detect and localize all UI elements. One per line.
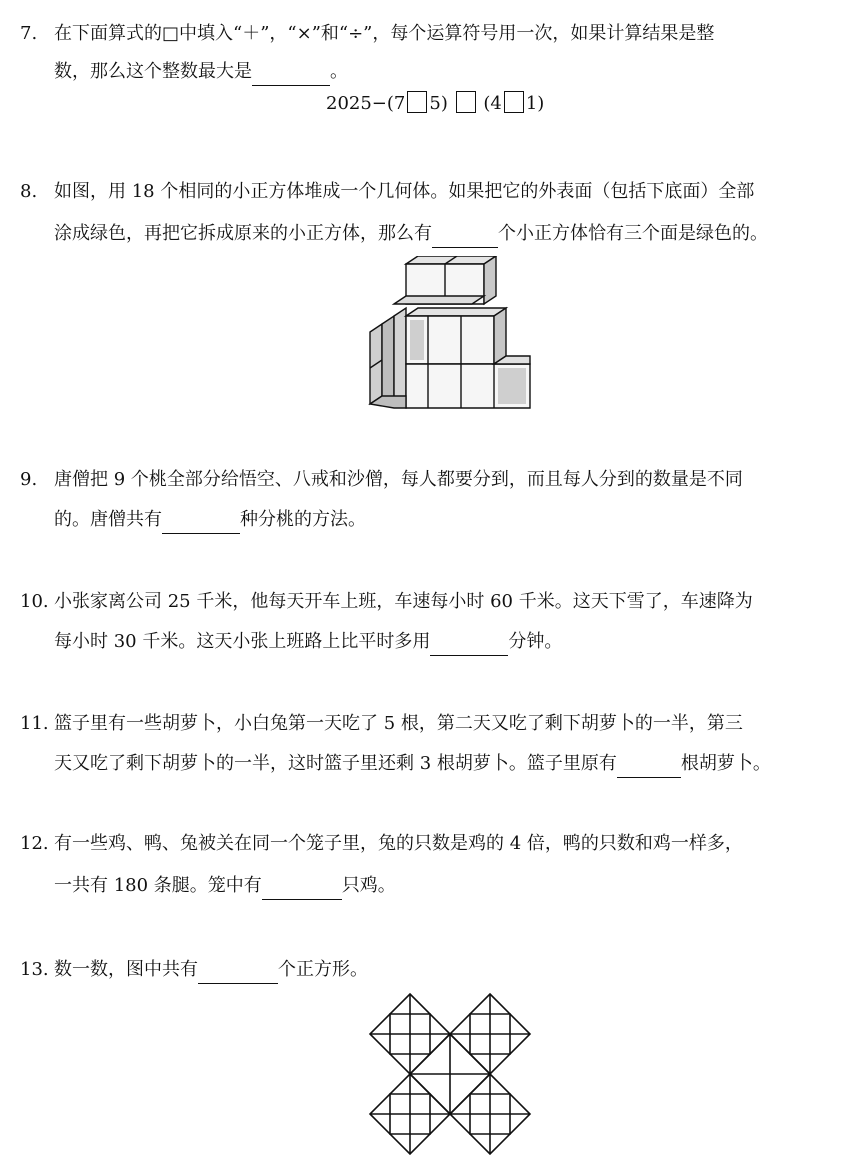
q7-operator-box-1[interactable] xyxy=(407,91,427,113)
cube-stack-figure xyxy=(366,256,536,412)
q10-line-2 xyxy=(20,628,562,656)
q9-line-2 xyxy=(20,506,366,534)
q12-answer-blank[interactable] xyxy=(262,879,342,900)
q9-answer-blank[interactable] xyxy=(162,513,240,534)
q9-text-1: 唐僧把 9 个桃全部分给悟空、八戒和沙僧，每人都要分到，而且每人分到的数量是不同 xyxy=(54,469,743,490)
q7-line-1 xyxy=(20,20,714,48)
q8-line-1 xyxy=(20,178,754,206)
q7-number: 7. xyxy=(20,23,38,44)
q9-line-1 xyxy=(20,466,743,494)
q7-eq-part-c: (4 xyxy=(483,93,502,114)
q7-operator-box-2[interactable] xyxy=(456,91,476,113)
q7-eq-part-d: 1) xyxy=(525,93,545,114)
q7-eq-part-b: 5) xyxy=(429,93,448,114)
q9-text-2-end: 种分桃的方法。 xyxy=(240,509,366,530)
q8-number: 8. xyxy=(20,181,38,202)
q11-line-2 xyxy=(20,750,771,778)
q7-eq-part-a: 2025−(7 xyxy=(326,93,406,114)
q8-text-2-end: 个小正方体恰有三个面是绿色的。 xyxy=(498,223,768,244)
q11-text-2-end: 根胡萝卜。 xyxy=(680,753,771,774)
q11-number: 11. xyxy=(20,713,49,734)
q8-text-1: 如图，用 18 个相同的小正方体堆成一个几何体。如果把它的外表面（包括下底面）全部 xyxy=(54,181,755,202)
q13-line-1 xyxy=(20,956,368,984)
q12-text-2: 一共有 180 条腿。笼中有 xyxy=(54,875,262,896)
q7-line-2 xyxy=(20,58,348,86)
q7-answer-blank[interactable] xyxy=(252,65,330,86)
q9-text-2: 的。唐僧共有 xyxy=(54,509,162,530)
square-count-figure xyxy=(368,992,532,1156)
q12-line-2 xyxy=(20,872,396,900)
q9-number: 9. xyxy=(20,469,38,490)
q13-text-1: 数一数，图中共有 xyxy=(54,959,198,980)
q11-text-1: 篮子里有一些胡萝卜，小白兔第一天吃了 5 根，第二天又吃了剩下胡萝卜的一半，第三 xyxy=(54,713,743,734)
q10-text-2-end: 分钟。 xyxy=(508,631,563,652)
q10-answer-blank[interactable] xyxy=(430,635,508,656)
q7-text-2-end: 。 xyxy=(330,61,348,82)
q10-text-2: 每小时 30 千米。这天小张上班路上比平时多用 xyxy=(54,631,431,652)
q7-operator-box-3[interactable] xyxy=(504,91,524,113)
q12-text-2-end: 只鸡。 xyxy=(341,875,396,896)
q7-equation xyxy=(326,90,544,118)
q13-text-1-end: 个正方形。 xyxy=(278,959,368,980)
q8-text-2: 涂成绿色，再把它拆成原来的小正方体，那么有 xyxy=(54,223,432,244)
q11-line-1 xyxy=(20,710,743,738)
q7-text-2: 数，那么这个整数最大是 xyxy=(54,61,252,82)
q10-line-1 xyxy=(20,588,753,616)
q12-number: 12. xyxy=(20,833,49,854)
q11-text-2: 天又吃了剩下胡萝卜的一半，这时篮子里还剩 3 根胡萝卜。篮子里原有 xyxy=(54,753,617,774)
q12-text-1: 有一些鸡、鸭、兔被关在同一个笼子里，兔的只数是鸡的 4 倍，鸭的只数和鸡一样多， xyxy=(54,833,743,854)
q12-line-1 xyxy=(20,830,743,858)
q10-number: 10. xyxy=(20,591,49,612)
q11-answer-blank[interactable] xyxy=(617,757,681,778)
q7-text-1: 在下面算式的□中填入“＋”，“×”和“÷”，每个运算符号用一次，如果计算结果是整 xyxy=(54,23,715,44)
q10-text-1: 小张家离公司 25 千米，他每天开车上班，车速每小时 60 千米。这天下雪了，车速降为 xyxy=(54,591,753,612)
q8-answer-blank[interactable] xyxy=(432,227,498,248)
q13-answer-blank[interactable] xyxy=(198,963,278,984)
q13-number: 13. xyxy=(20,959,49,980)
q8-line-2 xyxy=(20,220,768,248)
